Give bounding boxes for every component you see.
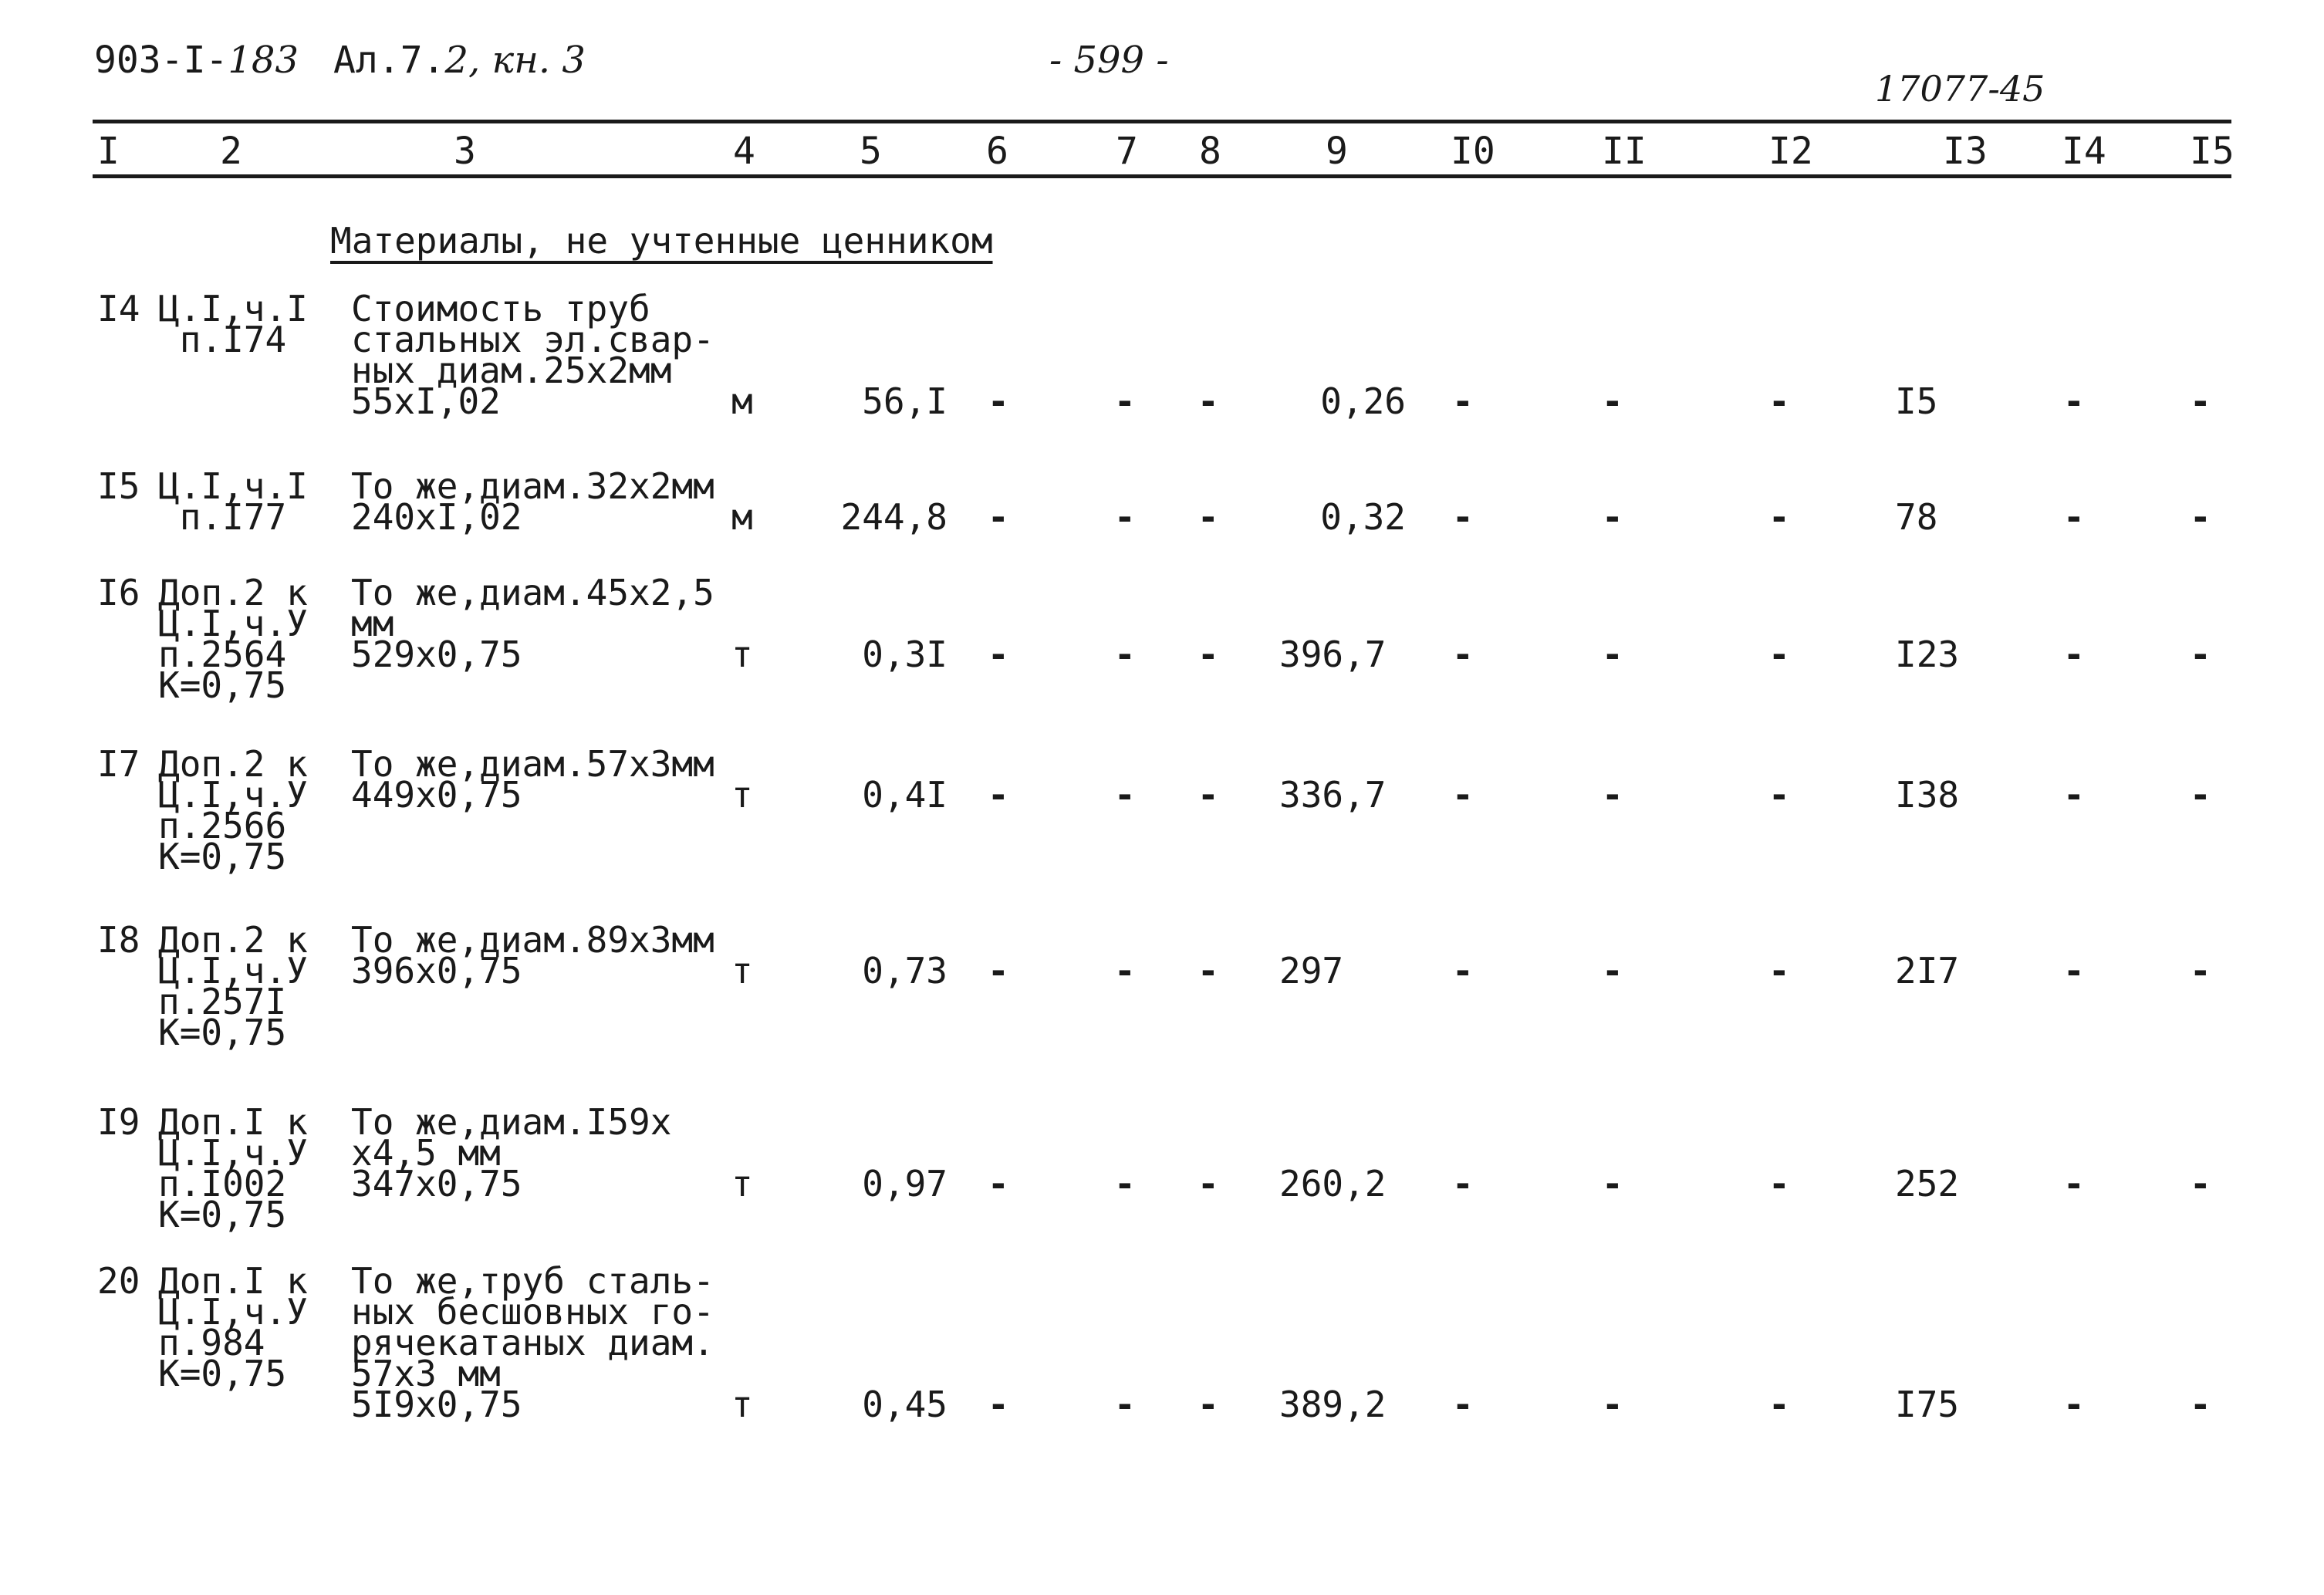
album-handwritten: 2, кн. 3	[444, 39, 586, 82]
row-col10: -	[1452, 774, 1474, 816]
row-col6: -	[988, 380, 1009, 422]
row-col7: -	[1114, 380, 1136, 422]
column-number-7: 7	[1116, 130, 1138, 173]
row-price: 297	[1279, 950, 1344, 992]
row-col10: -	[1452, 1384, 1474, 1425]
album-printed: Ал.7.	[333, 39, 445, 82]
row-col12: -	[1768, 1163, 1790, 1205]
row-price: 0,26	[1320, 380, 1406, 422]
row-reference: Ц.I,ч.I п.I77	[158, 465, 308, 538]
column-number-14: I4	[2062, 130, 2106, 173]
row-number: I6	[97, 572, 140, 613]
column-number-6: 6	[986, 130, 1008, 173]
row-col11: -	[1602, 774, 1623, 816]
column-number-8: 8	[1199, 130, 1221, 173]
column-number-3: 3	[454, 130, 476, 173]
row-number: I4	[97, 288, 140, 329]
column-number-10: I0	[1451, 130, 1495, 173]
row-number: I7	[97, 743, 140, 785]
row-reference: Доп.I к Ц.I,ч.У п.I002 К=0,75	[158, 1101, 308, 1235]
row-description: Стоимость труб стальных эл.свар- ных диам.25х2мм 55хI,02	[351, 288, 714, 422]
row-col15: -	[2190, 1163, 2211, 1205]
row-number: I5	[97, 465, 140, 507]
row-col11: -	[1602, 1384, 1623, 1425]
row-col14: -	[2063, 950, 2085, 992]
row-col12: -	[1768, 634, 1790, 675]
row-col10: -	[1452, 634, 1474, 675]
row-col11: -	[1602, 634, 1623, 675]
document-code	[94, 39, 299, 82]
row-description: То же,труб сталь- ных бесшовных го- рячекатаных диам. 57х3 мм 5I9х0,75	[351, 1260, 714, 1425]
column-number-4: 4	[733, 130, 755, 173]
column-number-12: I2	[1768, 130, 1813, 173]
row-price: 0,32	[1320, 496, 1406, 538]
row-quantity: 244,8	[840, 496, 948, 538]
row-description: То же,диам.57х3мм 449х0,75	[351, 743, 714, 816]
row-description: То же,диам.I59х х4,5 мм 347х0,75	[351, 1101, 672, 1205]
row-col11: -	[1602, 1163, 1623, 1205]
row-col12: -	[1768, 774, 1790, 816]
row-col11: -	[1602, 496, 1623, 538]
row-unit: м	[731, 496, 753, 538]
row-col12: -	[1768, 380, 1790, 422]
document-code-printed: 903-I-	[94, 39, 228, 82]
row-col10: -	[1452, 1163, 1474, 1205]
row-col15: -	[2190, 950, 2211, 992]
row-col14: -	[2063, 496, 2085, 538]
row-col15: -	[2190, 380, 2211, 422]
row-unit: т	[731, 1163, 753, 1205]
row-col7: -	[1114, 496, 1136, 538]
row-reference: Ц.I,ч.I п.I74	[158, 288, 308, 360]
archive-number: 17077-45	[1875, 68, 2045, 110]
column-number-11: II	[1602, 130, 1647, 173]
row-col7: -	[1114, 1384, 1136, 1425]
row-unit: т	[731, 950, 753, 992]
row-col7: -	[1114, 1163, 1136, 1205]
row-quantity: 0,3I	[862, 634, 948, 675]
row-col14: -	[2063, 1384, 2085, 1425]
row-quantity: 0,4I	[862, 774, 948, 816]
row-col6: -	[988, 1384, 1009, 1425]
column-number-15: I5	[2190, 130, 2234, 173]
row-col7: -	[1114, 950, 1136, 992]
row-col10: -	[1452, 380, 1474, 422]
row-col6: -	[988, 774, 1009, 816]
row-col6: -	[988, 496, 1009, 538]
column-number-2: 2	[220, 130, 242, 173]
column-number-5: 5	[860, 130, 882, 173]
row-col15: -	[2190, 634, 2211, 675]
row-col10: -	[1452, 950, 1474, 992]
page-number: - 599 -	[1049, 39, 1169, 82]
section-title: Материалы, не учтенные ценником	[330, 220, 993, 262]
row-description: То же,диам.89х3мм 396х0,75	[351, 919, 714, 992]
row-col7: -	[1114, 774, 1136, 816]
row-col8: -	[1197, 496, 1219, 538]
row-col13: I75	[1895, 1384, 1960, 1425]
row-col8: -	[1197, 950, 1219, 992]
row-col12: -	[1768, 1384, 1790, 1425]
row-unit: т	[731, 1384, 753, 1425]
row-col6: -	[988, 634, 1009, 675]
row-price: 336,7	[1279, 774, 1387, 816]
row-col8: -	[1197, 634, 1219, 675]
row-col12: -	[1768, 950, 1790, 992]
row-quantity: 0,97	[862, 1163, 948, 1205]
row-col6: -	[988, 950, 1009, 992]
row-col8: -	[1197, 380, 1219, 422]
column-number-1: I	[97, 130, 120, 173]
row-unit: т	[731, 774, 753, 816]
row-col8: -	[1197, 1384, 1219, 1425]
row-col15: -	[2190, 774, 2211, 816]
row-reference: Доп.I к Ц.I,ч.У п.984 К=0,75	[158, 1260, 308, 1394]
row-col13: 2I7	[1895, 950, 1960, 992]
row-unit: т	[731, 634, 753, 675]
column-number-13: I3	[1943, 130, 1988, 173]
row-col8: -	[1197, 774, 1219, 816]
row-number: 20	[97, 1260, 140, 1302]
row-col10: -	[1452, 496, 1474, 538]
row-price: 389,2	[1279, 1384, 1387, 1425]
row-number: I9	[97, 1101, 140, 1143]
row-col7: -	[1114, 634, 1136, 675]
row-col13: I5	[1895, 380, 1938, 422]
row-col12: -	[1768, 496, 1790, 538]
row-quantity: 0,45	[862, 1384, 948, 1425]
document-code-handwritten: 183	[228, 39, 299, 82]
row-col8: -	[1197, 1163, 1219, 1205]
row-price: 260,2	[1279, 1163, 1387, 1205]
row-col13: I38	[1895, 774, 1960, 816]
row-reference: Доп.2 к Ц.I,ч.У п.257I К=0,75	[158, 919, 308, 1053]
album-reference	[333, 39, 586, 82]
row-col15: -	[2190, 1384, 2211, 1425]
header-bottom-rule	[93, 174, 2231, 178]
row-col11: -	[1602, 380, 1623, 422]
row-col14: -	[2063, 1163, 2085, 1205]
row-description: То же,диам.45х2,5 мм 529х0,75	[351, 572, 714, 675]
row-col14: -	[2063, 634, 2085, 675]
row-reference: Доп.2 к Ц.I,ч.У п.2564 К=0,75	[158, 572, 308, 706]
row-col13: 78	[1895, 496, 1938, 538]
row-number: I8	[97, 919, 140, 961]
row-quantity: 0,73	[862, 950, 948, 992]
row-col6: -	[988, 1163, 1009, 1205]
row-reference: Доп.2 к Ц.I,ч.У п.2566 К=0,75	[158, 743, 308, 877]
row-col13: 252	[1895, 1163, 1960, 1205]
row-price: 396,7	[1279, 634, 1387, 675]
row-col11: -	[1602, 950, 1623, 992]
column-number-9: 9	[1326, 130, 1348, 173]
row-col13: I23	[1895, 634, 1960, 675]
row-unit: м	[731, 380, 753, 422]
row-description: То же,диам.32х2мм 240хI,02	[351, 465, 714, 538]
row-col14: -	[2063, 380, 2085, 422]
row-quantity: 56,I	[862, 380, 948, 422]
row-col15: -	[2190, 496, 2211, 538]
header-top-rule	[93, 120, 2231, 123]
row-col14: -	[2063, 774, 2085, 816]
